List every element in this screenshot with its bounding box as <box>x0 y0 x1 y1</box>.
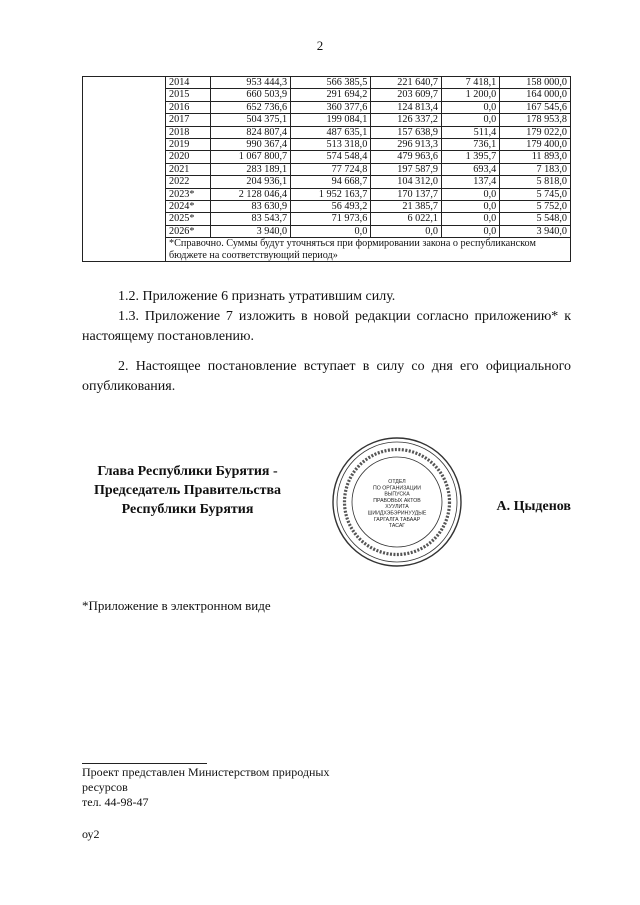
table-cell-value: 511,4 <box>442 126 500 138</box>
table-cell-value: 5 818,0 <box>500 176 571 188</box>
table-cell-value: 104 312,0 <box>371 176 442 188</box>
table-cell-value: 504 375,1 <box>211 114 291 126</box>
appendix-note: *Приложение в электронном виде <box>82 598 271 613</box>
stamp-text-line: ШИИДХЭБЭРИНУУДЫЕ <box>367 510 427 517</box>
table-row <box>83 77 571 89</box>
signatory-title-line3: Республики Бурятия <box>121 502 254 517</box>
table-cell-value: 5 745,0 <box>500 188 571 200</box>
table-cell-value: 0,0 <box>291 225 371 237</box>
table-cell-value: 0,0 <box>442 225 500 237</box>
paragraph-1-2: 1.2. Приложение 6 признать утратившим силу. <box>118 289 396 304</box>
table-cell-value: 179 022,0 <box>500 126 571 138</box>
paragraph-1-3: 1.3. Приложение 7 изложить в новой редакции согласно приложению* к настоящему постановлению. <box>82 309 571 344</box>
table-cell-value: 170 137,7 <box>371 188 442 200</box>
budget-table <box>82 76 571 262</box>
table-cell-value: 360 377,6 <box>291 101 371 113</box>
table-cell-value: 126 337,2 <box>371 114 442 126</box>
table-cell-value: 77 724,8 <box>291 163 371 175</box>
table-cell-value: 513 318,0 <box>291 139 371 151</box>
table-cell-year: 2026* <box>166 225 211 237</box>
table-cell-year: 2022 <box>166 176 211 188</box>
table-cell-year: 2023* <box>166 188 211 200</box>
table-cell-value: 197 587,9 <box>371 163 442 175</box>
table-cell-value: 566 385,5 <box>291 77 371 89</box>
signatory-title-line2: Председатель Правительства <box>93 483 282 498</box>
table-cell-year: 2025* <box>166 213 211 225</box>
stamp-text-line: ГАРГАЛГА ТАБААР <box>373 516 421 523</box>
table-cell-value: 94 668,7 <box>291 176 371 188</box>
table-cell-value: 0,0 <box>442 213 500 225</box>
table-cell-value: 660 503,9 <box>211 89 291 101</box>
table-cell-value: 2 128 046,4 <box>211 188 291 200</box>
table-cell-value: 7 183,0 <box>500 163 571 175</box>
table-cell-value: 83 543,7 <box>211 213 291 225</box>
stamp-text-line: ПО ОРГАНИЗАЦИИ <box>373 485 421 492</box>
table-cell-year: 2024* <box>166 201 211 213</box>
table-cell-value: 574 548,4 <box>291 151 371 163</box>
footer-contact <box>82 765 329 810</box>
table-cell-value: 83 630,9 <box>211 201 291 213</box>
table-cell-value: 204 936,1 <box>211 176 291 188</box>
table-cell-value: 124 813,4 <box>371 101 442 113</box>
table-cell-value: 158 000,0 <box>500 77 571 89</box>
table-cell-value: 693,4 <box>442 163 500 175</box>
table-cell-value: 1 067 800,7 <box>211 151 291 163</box>
table-cell-year: 2015 <box>166 89 211 101</box>
document-code: оу2 <box>82 827 100 841</box>
table-cell-value: 736,1 <box>442 139 500 151</box>
stamp-text-line: ХУУЛИТА <box>385 504 409 511</box>
table-cell-value: 179 400,0 <box>500 139 571 151</box>
table-cell-value: 3 940,0 <box>500 225 571 237</box>
table-cell-value: 479 963,6 <box>371 151 442 163</box>
table-cell-value: 487 635,1 <box>291 126 371 138</box>
table-cell-year: 2016 <box>166 101 211 113</box>
table-cell-year: 2019 <box>166 139 211 151</box>
table-cell-value: 199 084,1 <box>291 114 371 126</box>
table-cell-value: 291 694,2 <box>291 89 371 101</box>
table-blank-column <box>83 77 166 262</box>
signatory-title <box>80 462 295 519</box>
table-cell-value: 953 444,3 <box>211 77 291 89</box>
stamp-text-line: ОТДЕЛ <box>388 479 406 485</box>
table-cell-value: 990 367,4 <box>211 139 291 151</box>
table-cell-value: 178 953,8 <box>500 114 571 126</box>
stamp-text-line: ТАСАГ <box>388 523 406 530</box>
table-cell-year: 2018 <box>166 126 211 138</box>
table-cell-year: 2021 <box>166 163 211 175</box>
table-cell-value: 6 022,1 <box>371 213 442 225</box>
table-cell-value: 164 000,0 <box>500 89 571 101</box>
footer-phone: тел. 44-98-47 <box>82 795 149 809</box>
paragraph-2: 2. Настоящее постановление вступает в силу со дня его официального опубликования. <box>82 359 571 394</box>
table-cell-value: 21 385,7 <box>371 201 442 213</box>
table-footnote: *Справочно. Суммы будут уточняться при формировании закона о республиканском бюджете на соответствующий период» <box>166 238 571 262</box>
table-cell-value: 203 609,7 <box>371 89 442 101</box>
page-number: 2 <box>316 38 324 53</box>
table-cell-value: 0,0 <box>442 101 500 113</box>
official-stamp-seal <box>331 436 463 568</box>
table-cell-value: 1 952 163,7 <box>291 188 371 200</box>
table-cell-value: 1 395,7 <box>442 151 500 163</box>
table-cell-value: 1 200,0 <box>442 89 500 101</box>
table-cell-value: 283 189,1 <box>211 163 291 175</box>
table-cell-value: 137,4 <box>442 176 500 188</box>
table-cell-value: 5 752,0 <box>500 201 571 213</box>
table-cell-year: 2014 <box>166 77 211 89</box>
table-cell-value: 0,0 <box>442 201 500 213</box>
table-cell-value: 11 893,0 <box>500 151 571 163</box>
table-cell-value: 0,0 <box>371 225 442 237</box>
table-cell-value: 7 418,1 <box>442 77 500 89</box>
footer-line2: ресурсов <box>82 780 128 794</box>
signatory-title-line1: Глава Республики Бурятия - <box>97 464 278 479</box>
stamp-text-line: ВЫПУСКА <box>384 491 410 498</box>
table-cell-value: 824 807,4 <box>211 126 291 138</box>
table-cell-value: 56 493,2 <box>291 201 371 213</box>
table-cell-value: 296 913,3 <box>371 139 442 151</box>
footer-line1: Проект представлен Министерством природных <box>82 765 330 779</box>
footer-divider <box>82 763 207 764</box>
table-cell-value: 221 640,7 <box>371 77 442 89</box>
table-cell-value: 0,0 <box>442 188 500 200</box>
table-cell-value: 71 973,6 <box>291 213 371 225</box>
table-cell-value: 5 548,0 <box>500 213 571 225</box>
stamp-text-line: ПРАВОВЫХ АКТОВ <box>373 497 421 504</box>
table-cell-year: 2017 <box>166 114 211 126</box>
signatory-name: А. Цыденов <box>496 499 571 514</box>
table-cell-value: 167 545,6 <box>500 101 571 113</box>
table-cell-value: 652 736,6 <box>211 101 291 113</box>
table-cell-year: 2020 <box>166 151 211 163</box>
table-cell-value: 3 940,0 <box>211 225 291 237</box>
table-cell-value: 157 638,9 <box>371 126 442 138</box>
table-cell-value: 0,0 <box>442 114 500 126</box>
